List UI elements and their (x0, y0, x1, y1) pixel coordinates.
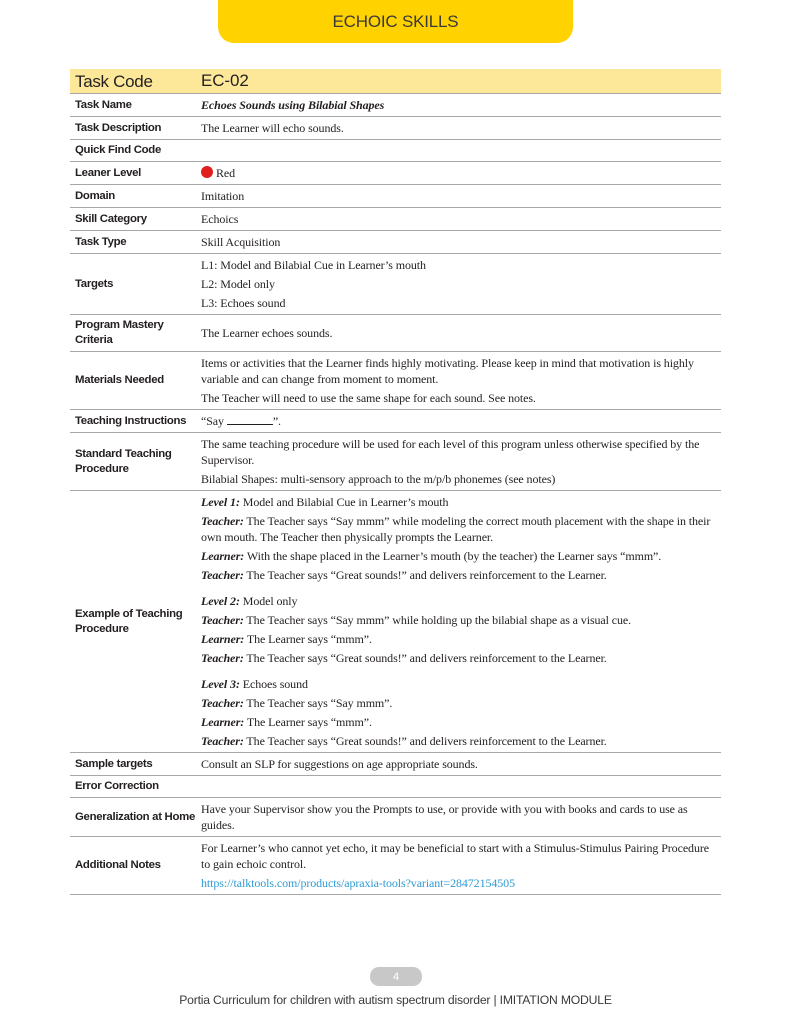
procedure-line (201, 631, 717, 647)
procedure-line (201, 733, 717, 749)
level-heading (201, 593, 717, 609)
domain-value: Imitation (201, 189, 245, 203)
row-label: Task Description (75, 121, 162, 134)
standard-procedure-row (70, 433, 721, 491)
materials-paragraph: The Teacher will need to use the same shape for each sound. See notes. (201, 391, 536, 405)
task-type-value: Skill Acquisition (201, 235, 281, 249)
line-text: The Teacher says “Great sounds!” and delivers reinforcement to the Learner. (243, 568, 607, 582)
quick-find-code-row (70, 140, 721, 162)
level-label: Level 2: (201, 594, 240, 608)
generalization-row (70, 798, 721, 837)
notes-text: For Learner’s who cannot yet echo, it may be beneficial to start with a Stimulus-Stimulus Pairing Procedure to gain echoic control. (201, 841, 709, 871)
section-header: ECHOIC SKILLS (218, 0, 573, 43)
speaker: Teacher: (201, 568, 244, 582)
learner-level-value (196, 162, 721, 184)
procedure-line (201, 714, 717, 730)
procedure-line (201, 548, 717, 564)
level-label: Level 1: (201, 495, 240, 509)
speaker: Learner: (201, 715, 245, 729)
row-label: Standard Teaching Procedure (75, 447, 172, 475)
domain-row (70, 185, 721, 208)
procedure-line (201, 612, 717, 628)
speaker: Teacher: (201, 734, 244, 748)
speaker: Teacher: (201, 514, 244, 528)
standard-procedure-value (196, 433, 721, 490)
target-item: L3: Echoes sound (201, 296, 286, 310)
apraxia-tools-link[interactable]: https://talktools.com/products/apraxia-tools?variant=28472154505 (201, 876, 515, 890)
red-dot-icon (201, 166, 213, 178)
target-item: L2: Model only (201, 277, 275, 291)
level-heading (201, 494, 717, 510)
row-label: Targets (75, 277, 114, 290)
line-text: The Learner says “mmm”. (244, 632, 372, 646)
task-name-row (70, 94, 721, 117)
line-text: The Teacher says “Say mmm”. (243, 696, 393, 710)
task-code-value: EC-02 (201, 71, 249, 90)
level-heading (201, 676, 717, 692)
quick-find-code-value (196, 140, 721, 161)
materials-value (196, 352, 721, 409)
row-label: Generalization at Home (75, 810, 195, 823)
procedure-line (201, 695, 717, 711)
row-label: Skill Category (75, 212, 147, 225)
task-type-row (70, 231, 721, 254)
sample-targets-row (70, 753, 721, 776)
level-text: Echoes sound (239, 677, 308, 691)
targets-value (196, 254, 721, 314)
generalization-value: Have your Supervisor show you the Prompts to use, or provide with you with books and cards to use as guides. (201, 802, 688, 832)
speaker: Learner: (201, 549, 245, 563)
example-procedure-row (70, 491, 721, 753)
row-label: Additional Notes (75, 859, 161, 871)
target-item: L1: Model and Bilabial Cue in Learner’s mouth (201, 258, 426, 272)
targets-row (70, 254, 721, 315)
error-correction-row (70, 776, 721, 798)
sample-targets-value: Consult an SLP for suggestions on age appropriate sounds. (201, 757, 478, 771)
error-correction-value (196, 776, 721, 797)
mastery-row (70, 315, 721, 352)
teaching-instructions-row (70, 410, 721, 433)
task-description-value: The Learner will echo sounds. (201, 121, 344, 135)
line-text: The Teacher says “Great sounds!” and delivers reinforcement to the Learner. (243, 734, 607, 748)
page-footer: Portia Curriculum for children with autism spectrum disorder | IMITATION MODULE (179, 993, 612, 1007)
procedure-paragraph: Bilabial Shapes: multi-sensory approach to the m/p/b phonemes (see notes) (201, 472, 556, 486)
line-text: The Teacher says “Say mmm” while modeling the correct mouth placement with the shape in their own mouth. The Teacher then physically prompts the Learner. (201, 514, 711, 544)
row-label: Task Type (75, 235, 127, 248)
procedure-line (201, 513, 717, 545)
procedure-line (201, 567, 717, 583)
additional-notes-row (70, 837, 721, 895)
procedure-line (201, 650, 717, 666)
line-text: With the shape placed in the Learner’s mouth (by the teacher) the Learner says “mmm”. (244, 549, 662, 563)
materials-row (70, 352, 721, 410)
say-suffix: ”. (272, 414, 281, 428)
skill-category-row (70, 208, 721, 231)
line-text: The Learner says “mmm”. (244, 715, 372, 729)
row-label: Sample targets (75, 757, 153, 770)
speaker: Teacher: (201, 651, 244, 665)
row-label: Leaner Level (75, 166, 142, 179)
task-code-label: Task Code (75, 71, 153, 91)
row-label: Program Mastery Criteria (75, 319, 164, 346)
line-text: The Teacher says “Say mmm” while holding up the bilabial shape as a visual cue. (243, 613, 632, 627)
row-label: Teaching Instructions (75, 414, 187, 427)
additional-notes-value (196, 837, 721, 894)
learner-level-text: Red (216, 166, 236, 180)
speaker: Teacher: (201, 613, 244, 627)
row-label: Quick Find Code (75, 144, 161, 156)
level-text: Model only (239, 594, 298, 608)
task-name-value: Echoes Sounds using Bilabial Shapes (201, 98, 385, 112)
blank-line (227, 415, 273, 425)
say-prefix: “Say (201, 414, 227, 428)
task-sheet (70, 69, 721, 895)
mastery-value: The Learner echoes sounds. (201, 326, 333, 340)
materials-paragraph: Items or activities that the Learner finds highly motivating. Please keep in mind that motivation is highly variable and can change from moment to moment. (201, 356, 694, 386)
row-label: Domain (75, 189, 115, 202)
skill-category-value: Echoics (201, 212, 239, 226)
level-text: Model and Bilabial Cue in Learner’s mouth (239, 495, 449, 509)
line-text: The Teacher says “Great sounds!” and delivers reinforcement to the Learner. (243, 651, 607, 665)
task-description-row (70, 117, 721, 140)
example-procedure-value (196, 491, 721, 752)
speaker: Learner: (201, 632, 245, 646)
row-label: Task Name (75, 98, 132, 111)
speaker: Teacher: (201, 696, 244, 710)
level-label: Level 3: (201, 677, 240, 691)
page-number: 4 (370, 967, 422, 986)
row-label: Error Correction (75, 780, 159, 792)
procedure-paragraph: The same teaching procedure will be used for each level of this program unless otherwise specified by the Supervisor. (201, 437, 700, 467)
task-code-row (70, 69, 721, 94)
learner-level-row (70, 162, 721, 185)
row-label: Materials Needed (75, 374, 164, 386)
teaching-instructions-value (196, 410, 721, 432)
row-label: Example of Teaching Procedure (75, 607, 183, 635)
